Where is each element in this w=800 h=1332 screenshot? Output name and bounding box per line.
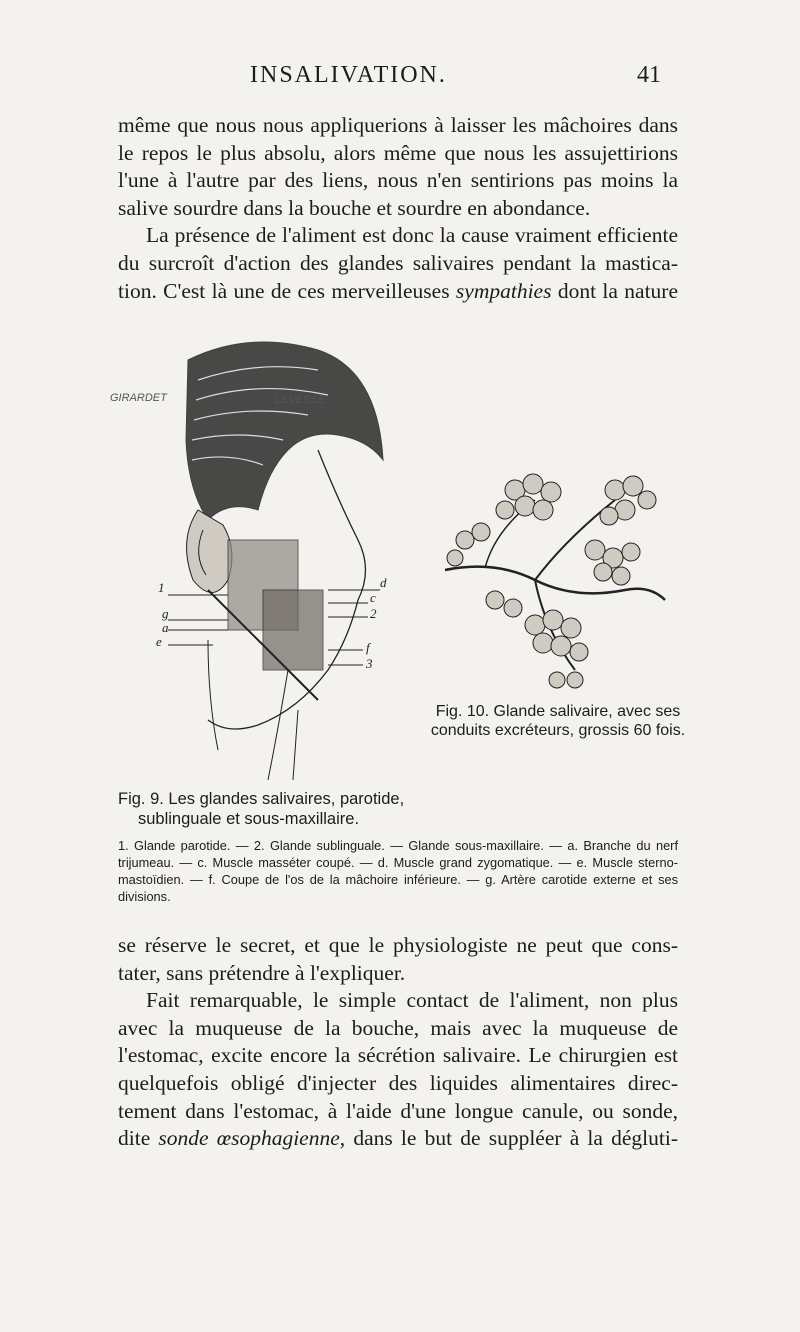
text-span: dont la nature bbox=[551, 278, 678, 303]
text-line: l'estomac, excite encore la sécrétion salivaire. Le chirurgien est bbox=[118, 1043, 678, 1068]
label-3: 3 bbox=[366, 656, 373, 671]
page-number: 41 bbox=[637, 62, 661, 88]
text-line: quelquefois obligé d'injecter des liquides alimentaires direc- bbox=[118, 1070, 678, 1095]
label-e: e bbox=[156, 634, 162, 649]
text-line-mixed bbox=[118, 278, 678, 306]
text-line: tement dans l'estomac, à l'aide d'une longue canule, ou sonde, bbox=[118, 1098, 678, 1123]
caption-line: Fig. 9. Les glandes salivaires, parotide, bbox=[118, 790, 405, 808]
text-span: , dans le but de suppléer à la dégluti- bbox=[339, 1126, 678, 1151]
paragraph-top bbox=[118, 112, 678, 305]
caption-line: Fig. 10. Glande salivaire, avec ses bbox=[435, 703, 681, 720]
text-span: tion. C'est là une de ces merveilleuses bbox=[118, 278, 456, 303]
label-1: 1 bbox=[158, 580, 165, 595]
label-2: 2 bbox=[370, 606, 377, 621]
legend-line: 1. Glande parotide. — 2. Glande sublinguale. — Glande sous-maxillaire. — a. Branche du nerf bbox=[118, 838, 678, 853]
text-line-mixed bbox=[118, 1125, 678, 1153]
ear-shape bbox=[187, 510, 232, 593]
legend-line: trijumeau. — c. Muscle masséter coupé. — d. Muscle grand zygomatique. — e. Muscle sterno- bbox=[118, 855, 678, 870]
text-line: du surcroît d'action des glandes salivaires pendant la mastica- bbox=[118, 250, 678, 275]
paragraph-bottom bbox=[118, 932, 678, 1153]
text-span: dite bbox=[118, 1126, 159, 1151]
label-d: d bbox=[380, 575, 387, 590]
page-header bbox=[0, 62, 800, 96]
label-g: g bbox=[162, 606, 169, 621]
label-f: f bbox=[366, 640, 370, 655]
legend-line: mastoïdien. — f. Coupe de l'os de la mâchoire inférieure. — g. Artère carotide externe et ses bbox=[118, 872, 678, 887]
masseter-shape bbox=[263, 590, 323, 670]
caption-line: conduits excréteurs, grossis 60 fois. bbox=[430, 722, 686, 739]
duct-line bbox=[445, 567, 665, 600]
caption-line: sublinguale et sous-maxillaire. bbox=[138, 810, 360, 828]
text-line: le repos le plus absolu, alors même que nous les assujettirions bbox=[118, 140, 678, 165]
italic-term: sonde œsophagienne bbox=[158, 1126, 340, 1151]
figure-legend bbox=[118, 837, 678, 905]
text-line: se réserve le secret, et que le physiologiste ne peut que cons- bbox=[118, 933, 678, 957]
hair-shape bbox=[186, 342, 383, 520]
acini-clusters bbox=[447, 474, 656, 688]
label-a: a bbox=[162, 620, 169, 635]
italic-term: sympathies bbox=[455, 278, 552, 303]
text-line: La présence de l'aliment est donc la cause vraiment efficiente bbox=[146, 223, 678, 248]
text-line: salive sourdre dans la bouche et sourdre en abondance. bbox=[118, 195, 591, 220]
engraver-signature: GIRARDET bbox=[110, 392, 167, 404]
text-line: même que nous nous appliquerions à laisser les mâchoires dans bbox=[118, 113, 678, 137]
artist-signature: LEVEILLE bbox=[275, 394, 326, 406]
figure-10-caption bbox=[408, 702, 708, 740]
text-line: tater, sans prétendre à l'expliquer. bbox=[118, 960, 406, 985]
label-c: c bbox=[370, 590, 376, 605]
text-line: Fait remarquable, le simple contact de l'aliment, non plus bbox=[146, 988, 678, 1013]
running-title: INSALIVATION. bbox=[250, 62, 447, 88]
figure-9-salivary-glands-illustration bbox=[156, 340, 398, 780]
figure-10-gland-acini-illustration bbox=[425, 440, 675, 700]
text-line: avec la muqueuse de la bouche, mais avec la muqueuse de bbox=[118, 1015, 678, 1040]
legend-line: divisions. bbox=[118, 889, 171, 904]
figure-9-caption bbox=[118, 789, 458, 829]
text-line: l'une à l'autre par des liens, nous n'en sentirions pas moins la bbox=[118, 168, 678, 193]
